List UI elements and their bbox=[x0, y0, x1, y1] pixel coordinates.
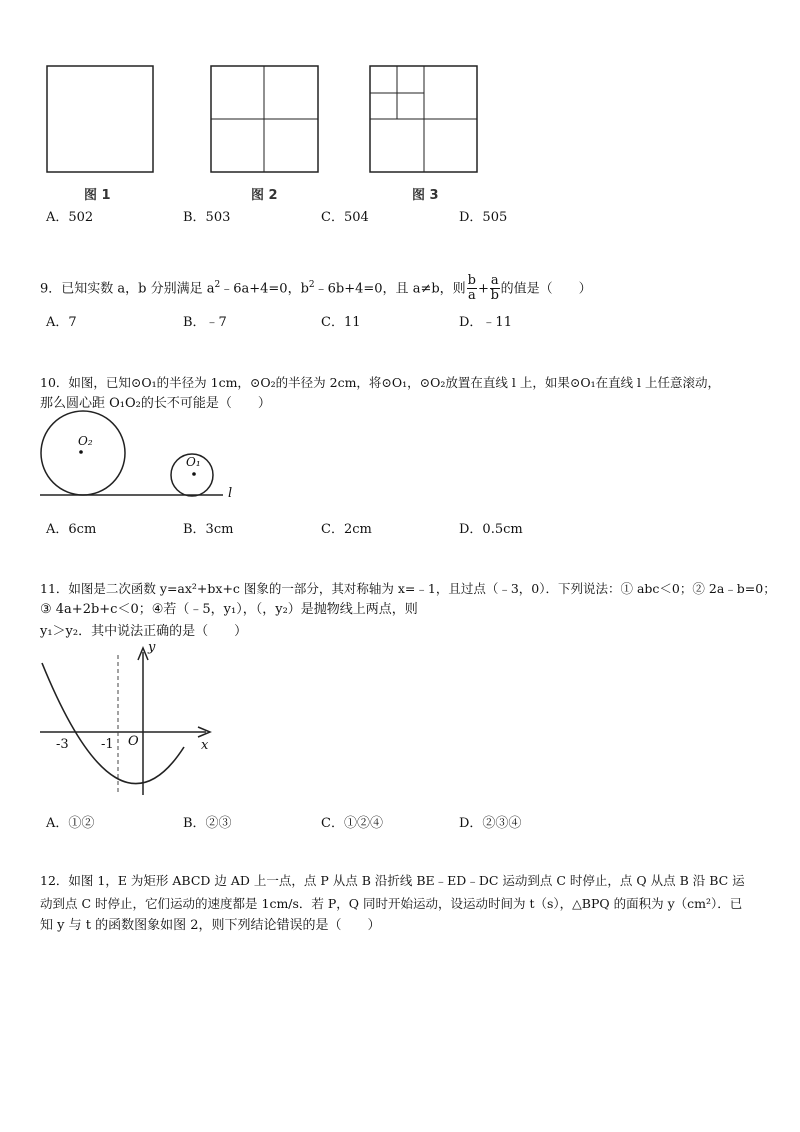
q11-label-neg3: -3 bbox=[56, 737, 69, 752]
q10-line-1: 10．如图，已知⊙O₁的半径为 1cm，⊙O₂的半径为 2cm，将⊙O₁，⊙O₂放置在直线 l 上，如果⊙O₁在直线 l 上任意滚动， bbox=[40, 375, 721, 390]
q11-option-c[interactable]: C．①②④ bbox=[321, 816, 383, 831]
fig-caption-3: 图 3 bbox=[412, 188, 439, 203]
q9-suffix: 的值是（ ） bbox=[500, 281, 592, 297]
q9-fraction-2: $\frac{a}{b}$ bbox=[490, 273, 499, 304]
q11-label-x: x bbox=[201, 738, 209, 753]
q9-option-b[interactable]: B．﹣7 bbox=[183, 315, 227, 330]
q11-label-origin: O bbox=[128, 734, 139, 749]
q11-option-d[interactable]: D．②③④ bbox=[459, 816, 522, 831]
q9-mid2: ﹣6b+4=0，且 a≠b，则 bbox=[314, 281, 466, 297]
q8-option-a[interactable]: A．502 bbox=[46, 210, 94, 225]
q9-option-d[interactable]: D．﹣11 bbox=[459, 315, 512, 330]
q11-line-3: y₁＞y₂．其中说法正确的是（ ） bbox=[40, 624, 248, 639]
q12-line-2: 动到点 C 时停止，它们运动的速度都是 1cm/s．若 P，Q 同时开始运动，设运动时间为 t（s），△BPQ 的面积为 y（cm²）．已 bbox=[40, 896, 743, 911]
q9-option-c[interactable]: C．11 bbox=[321, 315, 361, 330]
fig-caption-1: 图 1 bbox=[84, 188, 111, 203]
q11-line-2: ③ 4a+2b+c＜0；④若（﹣5，y₁），（，y₂）是抛物线上两点，则 bbox=[40, 602, 418, 617]
q11-option-b[interactable]: B．②③ bbox=[183, 816, 232, 831]
q10-option-c[interactable]: C．2cm bbox=[321, 522, 372, 537]
q9-mid1: ﹣6a+4=0，b bbox=[220, 281, 309, 297]
q11-option-a[interactable]: A．①② bbox=[46, 816, 95, 831]
fig-caption-2: 图 2 bbox=[251, 188, 278, 203]
q8-option-d[interactable]: D．505 bbox=[459, 210, 508, 225]
q10-option-b[interactable]: B．3cm bbox=[183, 522, 234, 537]
q10-option-a[interactable]: A．6cm bbox=[46, 522, 97, 537]
q10-label-l: l bbox=[228, 486, 233, 501]
q12-line-1: 12．如图 1，E 为矩形 ABCD 边 AD 上一点，点 P 从点 B 沿折线 BE﹣ED﹣DC 运动到点 C 时停止，点 Q 从点 B 沿 BC 运 bbox=[40, 873, 745, 888]
q8-option-c[interactable]: C．504 bbox=[321, 210, 369, 225]
q10-label-o2: O₂ bbox=[78, 434, 93, 448]
q9-fraction-1: $\frac{b}{a}$ bbox=[467, 273, 476, 304]
q11-line-1: 11．如图是二次函数 y=ax²+bx+c 图象的一部分，其对称轴为 x=﹣1，且过点（﹣3，0）．下列说法：① abc＜0；② 2a﹣b=0； bbox=[40, 581, 776, 596]
q9-option-a[interactable]: A．7 bbox=[46, 315, 77, 330]
q9-sup2: 2 bbox=[308, 280, 315, 290]
q12-line-3: 知 y 与 t 的函数图象如图 2，则下列结论错误的是（ ） bbox=[40, 918, 381, 933]
q8-option-b[interactable]: B．503 bbox=[183, 210, 231, 225]
q11-label-neg1: -1 bbox=[101, 737, 114, 752]
q11-label-y: y bbox=[148, 640, 156, 655]
q9-sup1: 2 bbox=[214, 280, 221, 290]
q10-label-o1: O₁ bbox=[186, 455, 201, 469]
q9-plus: + bbox=[478, 281, 489, 297]
q10-option-d[interactable]: D．0.5cm bbox=[459, 522, 523, 537]
q9-prefix: 9．已知实数 a，b 分别满足 a bbox=[40, 281, 215, 297]
q10-line-2: 那么圆心距 O₁O₂的长不可能是（ ） bbox=[40, 396, 271, 411]
